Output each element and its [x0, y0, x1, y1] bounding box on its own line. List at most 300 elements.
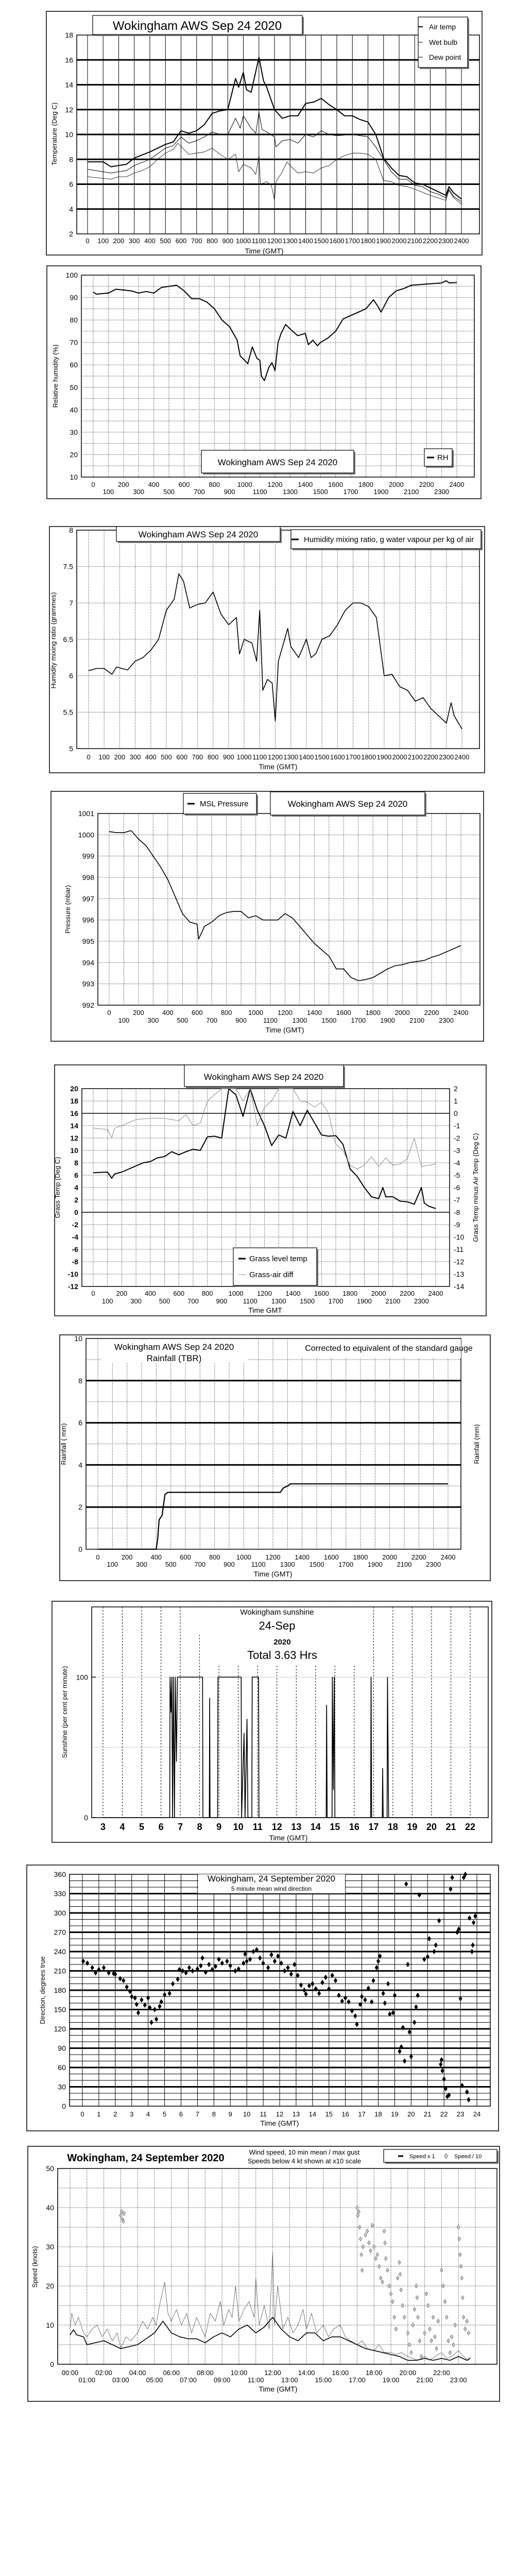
title-box: [116, 527, 282, 543]
y-tick-label: 0: [50, 2360, 54, 2368]
x-tick-label: 01:00: [78, 2376, 96, 2384]
x-tick-label: 700: [187, 1297, 199, 1305]
x-tick-label: 500: [161, 753, 172, 761]
x-tick-label: 2400: [440, 1553, 456, 1561]
plot-area: [98, 814, 480, 1005]
y-tick-label: 60: [70, 361, 78, 369]
grass-temperature-chart: [54, 1065, 486, 1316]
x-tick-label: 700: [194, 488, 205, 496]
x-tick-label: 1800: [353, 1553, 368, 1561]
x-tick-label: 500: [163, 488, 175, 496]
x-tick-label: 07:00: [180, 2376, 197, 2384]
y-tick-label: 999: [82, 852, 94, 860]
x-tick-label: 200: [117, 481, 129, 488]
x-tick-label: 1400: [285, 1290, 301, 1297]
x-tick-label: 500: [177, 1016, 188, 1024]
y-tick-label: 30: [46, 2243, 54, 2251]
y-tick-label: 10: [46, 2321, 54, 2329]
y-tick-label: 50: [46, 2164, 54, 2173]
legend-box: [384, 2149, 499, 2164]
x-tick-label: 1100: [252, 753, 267, 761]
x-tick-label: 500: [160, 237, 171, 245]
x-tick-label: 700: [206, 1016, 218, 1024]
x-tick-label: 1900: [356, 1297, 372, 1305]
y-right-tick-label: 2: [454, 1084, 458, 1093]
title-box: [201, 450, 355, 474]
x-tick-label: 100: [98, 753, 110, 761]
y-tick-label: 997: [82, 894, 94, 903]
x-tick-label: 1300: [282, 237, 298, 245]
y-right-tick-label: -2: [454, 1134, 460, 1142]
x-tick-label: 800: [209, 481, 220, 488]
x-tick-label: 1500: [313, 488, 328, 496]
x-tick-label: 16:00: [332, 2369, 349, 2377]
y-tick-label: 5: [69, 744, 73, 753]
x-tick-label: 100: [118, 1016, 130, 1024]
y-tick-label: 4: [78, 1461, 82, 1469]
x-tick-label: 2100: [397, 1561, 412, 1568]
x-tick-label: 2300: [426, 1561, 441, 1568]
legend-label: Wet bulb: [429, 38, 457, 46]
y-tick-label: -10: [67, 1270, 78, 1278]
title-box: [198, 1874, 345, 1893]
chart-title: 2020: [273, 1638, 291, 1647]
chart-title: Wokingham AWS Sep 24 2020: [114, 1342, 234, 1352]
y-right-tick-label: -4: [454, 1159, 460, 1167]
y-right-tick-label: -14: [454, 1282, 465, 1291]
chart-title: 24-Sep: [259, 1619, 296, 1632]
x-tick-label: 2100: [404, 488, 419, 496]
y-tick-label: 90: [70, 293, 78, 302]
x-tick-label: 11:00: [247, 2376, 264, 2384]
legend-label: RH: [437, 453, 449, 462]
x-tick-label: 8: [197, 1822, 202, 1832]
y-tick-label: 12: [70, 1134, 78, 1142]
y-right-tick-label: -8: [454, 1208, 460, 1216]
x-tick-label: 1700: [338, 1561, 354, 1568]
legend-label: MSL Pressure: [200, 800, 249, 808]
x-tick-label: 2200: [423, 753, 439, 761]
x-tick-label: 1400: [306, 1009, 322, 1016]
y-tick-label: 0: [84, 1814, 88, 1822]
y-tick-label: -2: [72, 1221, 78, 1229]
x-tick-label: 600: [175, 237, 187, 245]
x-tick-label: 1900: [376, 753, 392, 761]
x-tick-label: 300: [129, 753, 141, 761]
relative-humidity-chart: [47, 266, 481, 499]
x-tick-label: 1200: [268, 753, 283, 761]
wind-speed-chart: [28, 2146, 500, 2401]
x-tick-label: 17:00: [349, 2376, 366, 2384]
x-axis-title: Time GMT: [248, 1306, 282, 1314]
x-tick-label: 400: [144, 1290, 156, 1297]
chart-title: Wokingham AWS Sep 24 2020: [287, 799, 408, 809]
x-tick-label: 1300: [280, 1561, 295, 1568]
x-tick-label: 2200: [411, 1553, 426, 1561]
x-tick-label: 1600: [314, 1290, 329, 1297]
x-tick-label: 2000: [388, 481, 404, 488]
x-tick-label: 1700: [343, 488, 358, 496]
chart-title: Wokingham sunshine: [240, 1608, 314, 1617]
y-tick-label: 14: [65, 80, 73, 89]
x-tick-label: 23:00: [450, 2376, 467, 2384]
legend-box: [183, 793, 258, 816]
x-tick-label: 10: [243, 2110, 251, 2118]
x-tick-label: 800: [207, 237, 218, 245]
x-tick-label: 19: [407, 1822, 418, 1832]
x-tick-label: 1000: [236, 237, 251, 245]
y-tick-label: 360: [54, 1870, 66, 1878]
y-tick-label: 4: [74, 1183, 78, 1192]
x-tick-label: 200: [114, 753, 126, 761]
y-tick-label: 10: [70, 1146, 78, 1155]
x-tick-label: 600: [180, 1553, 191, 1561]
x-tick-label: 2000: [382, 1553, 398, 1561]
title-box: [270, 792, 426, 817]
x-tick-label: 1400: [298, 237, 313, 245]
y-tick-label: 20: [70, 450, 78, 459]
x-tick-label: 1500: [321, 1016, 337, 1024]
x-tick-label: 09:00: [213, 2376, 231, 2384]
chart-title: Speeds below 4 kt shown at x10 scale: [247, 2157, 362, 2165]
y-tick-label: 18: [70, 1097, 78, 1105]
x-tick-label: 600: [191, 1009, 203, 1016]
x-tick-label: 1200: [278, 1009, 293, 1016]
x-tick-label: 2100: [385, 1297, 401, 1305]
x-tick-label: 18: [374, 2110, 382, 2118]
y-tick-label: 90: [58, 2044, 66, 2053]
legend-label: Speed / 10: [454, 2154, 482, 2160]
x-tick-label: 22: [465, 1822, 476, 1832]
x-tick-label: 200: [113, 237, 125, 245]
box-background: [233, 1248, 317, 1285]
x-tick-label: 2400: [453, 1009, 469, 1016]
x-tick-label: 17: [358, 2110, 366, 2118]
x-tick-label: 900: [235, 1016, 247, 1024]
x-tick-label: 900: [224, 488, 235, 496]
x-tick-label: 8: [212, 2110, 216, 2118]
x-tick-label: 11: [252, 1822, 263, 1832]
x-tick-label: 200: [116, 1290, 128, 1297]
legend-label: Humidity mixing ratio, g water vapour per kg of air: [304, 535, 474, 544]
x-tick-label: 10: [233, 1822, 244, 1832]
x-tick-label: 0: [87, 753, 91, 761]
x-axis-title: Time (GMT): [265, 1026, 304, 1034]
x-tick-label: 1200: [267, 481, 283, 488]
x-tick-label: 100: [97, 237, 109, 245]
x-tick-label: 400: [145, 753, 157, 761]
x-tick-label: 19: [391, 2110, 399, 2118]
x-tick-label: 300: [147, 1016, 159, 1024]
x-tick-label: 2100: [407, 753, 423, 761]
y-tick-label: 6: [69, 671, 73, 680]
x-tick-label: 1300: [292, 1016, 307, 1024]
x-tick-label: 13: [292, 2110, 300, 2118]
y-tick-label: 998: [82, 873, 94, 882]
y-right-tick-label: -7: [454, 1196, 460, 1204]
x-tick-label: 400: [144, 237, 156, 245]
x-tick-label: 2200: [423, 237, 438, 245]
y-tick-label: 30: [58, 2082, 66, 2091]
x-tick-label: 1600: [336, 1009, 351, 1016]
x-tick-label: 2400: [449, 481, 465, 488]
legend-label: Air temp: [429, 23, 456, 31]
x-tick-label: 19:00: [382, 2376, 400, 2384]
y-tick-label: 100: [76, 1673, 88, 1682]
y-right-tick-label: -9: [454, 1221, 460, 1229]
x-tick-label: 15: [325, 2110, 333, 2118]
x-tick-label: 14: [308, 2110, 317, 2118]
y-tick-label: 120: [54, 2025, 66, 2033]
y-right-axis-title: Grass Temp minus Air Temp (Deg C): [472, 1133, 479, 1242]
x-tick-label: 2100: [409, 1016, 425, 1024]
y-tick-label: 7.5: [63, 562, 73, 571]
x-tick-label: 2300: [434, 488, 450, 496]
x-axis-title: Time (GMT): [253, 1570, 293, 1578]
y-tick-label: -12: [67, 1282, 78, 1291]
x-tick-label: 400: [162, 1009, 174, 1016]
chart-title: 5 minute mean wind direction: [231, 1885, 312, 1892]
temperature-chart: [46, 11, 482, 255]
x-tick-label: 15: [330, 1822, 340, 1832]
y-tick-label: 993: [82, 979, 94, 988]
y-tick-label: 10: [70, 473, 78, 481]
y-tick-label: 70: [70, 338, 78, 347]
y-tick-label: 300: [54, 1909, 66, 1917]
title-box: [101, 1339, 248, 1363]
x-tick-label: 0: [96, 1553, 100, 1561]
legend-box: [418, 17, 469, 69]
x-tick-label: 2000: [394, 1009, 410, 1016]
y-tick-label: 30: [70, 428, 78, 436]
legend-label: Speed x 1: [409, 2154, 435, 2160]
x-tick-label: 18:00: [365, 2369, 383, 2377]
x-tick-label: 1200: [257, 1290, 272, 1297]
x-tick-label: 400: [150, 1553, 162, 1561]
x-tick-label: 1500: [314, 237, 329, 245]
x-tick-label: 2200: [424, 1009, 439, 1016]
y-tick-label: 5.5: [63, 708, 73, 717]
y-tick-label: 150: [54, 2005, 66, 2014]
legend-box: [424, 449, 454, 468]
y-tick-label: 994: [82, 958, 94, 967]
y-axis-title: Pressure (mbar): [64, 885, 72, 934]
x-tick-label: 900: [223, 753, 234, 761]
y-tick-label: 1001: [78, 809, 94, 818]
x-tick-label: 12: [276, 2110, 284, 2118]
x-tick-label: 22: [440, 2110, 448, 2118]
legend-label: Dew point: [429, 53, 461, 61]
x-tick-label: 1700: [346, 753, 361, 761]
x-tick-label: 1200: [267, 237, 282, 245]
title-box: [200, 1634, 355, 1665]
x-tick-label: 1100: [251, 1561, 266, 1568]
x-tick-label: 1700: [328, 1297, 344, 1305]
x-tick-label: 1000: [237, 481, 252, 488]
x-axis-title: Time (GMT): [245, 247, 284, 255]
x-tick-label: 06:00: [163, 2369, 180, 2377]
y-tick-label: 18: [65, 31, 73, 39]
x-tick-label: 800: [209, 1553, 220, 1561]
x-tick-label: 21:00: [416, 2376, 433, 2384]
y-tick-label: 40: [46, 2204, 54, 2212]
x-tick-label: 16: [349, 1822, 359, 1832]
x-tick-label: 2200: [419, 481, 434, 488]
x-tick-label: 500: [165, 1561, 177, 1568]
y-right-tick-label: -10: [454, 1233, 465, 1241]
x-tick-label: 2100: [407, 237, 422, 245]
y-tick-label: 330: [54, 1889, 66, 1898]
y-tick-label: 0: [74, 1208, 78, 1216]
y-tick-label: 6: [69, 180, 73, 189]
y-tick-label: 0: [62, 2102, 66, 2110]
y-tick-label: 6.5: [63, 635, 73, 643]
x-tick-label: 1800: [365, 1009, 381, 1016]
x-tick-label: 2400: [454, 753, 470, 761]
y-tick-label: 16: [65, 56, 73, 64]
y-tick-label: 8: [74, 1159, 78, 1167]
y-tick-label: 2: [74, 1196, 78, 1204]
x-tick-label: 1500: [309, 1561, 324, 1568]
x-tick-label: 4: [119, 1822, 125, 1832]
y-right-tick-label: 1: [454, 1097, 458, 1105]
x-tick-label: 1: [97, 2110, 101, 2118]
y-right-tick-label: -6: [454, 1183, 460, 1192]
x-tick-label: 1000: [236, 753, 252, 761]
chart-title: Wokingham AWS Sep 24 2020: [217, 457, 338, 467]
x-tick-label: 12:00: [264, 2369, 281, 2377]
mixing-ratio-chart: [49, 526, 485, 773]
x-tick-label: 2000: [371, 1290, 386, 1297]
x-tick-label: 1100: [263, 1016, 278, 1024]
legend-label: Grass-air diff: [249, 1270, 294, 1279]
y-tick-label: 50: [70, 383, 78, 392]
x-tick-label: 200: [133, 1009, 144, 1016]
x-tick-label: 1800: [358, 481, 373, 488]
x-tick-label: 1800: [360, 237, 375, 245]
y-tick-label: 12: [65, 105, 73, 114]
x-tick-label: 7: [178, 1822, 183, 1832]
x-tick-label: 1600: [330, 753, 345, 761]
x-tick-label: 10:00: [230, 2369, 248, 2377]
chart-title: Wokingham AWS Sep 24 2020: [203, 1072, 324, 1082]
x-axis-title: Time (GMT): [259, 762, 298, 771]
x-tick-label: 0: [85, 237, 90, 245]
y-tick-label: 20: [46, 2282, 54, 2290]
x-tick-label: 1400: [295, 1553, 310, 1561]
y-axis-title: Rainfall ( mm): [60, 1423, 67, 1465]
chart-title: Wokingham AWS Sep 24 2020: [138, 530, 259, 539]
x-tick-label: 11: [260, 2110, 267, 2118]
x-tick-label: 1100: [251, 237, 266, 245]
x-tick-label: 800: [220, 1009, 232, 1016]
x-tick-label: 1100: [243, 1297, 258, 1305]
x-tick-label: 100: [101, 1297, 113, 1305]
y-tick-label: 20: [70, 1084, 78, 1093]
x-tick-label: 600: [173, 1290, 185, 1297]
x-tick-label: 18: [387, 1822, 398, 1832]
chart-title: Rainfall (TBR): [146, 1353, 202, 1363]
y-axis-title: Grass Temp (Deg C): [54, 1157, 61, 1218]
x-tick-label: 13: [291, 1822, 302, 1832]
x-tick-label: 14: [310, 1822, 321, 1832]
y-right-tick-label: 0: [454, 1109, 458, 1117]
x-tick-label: 1000: [248, 1009, 264, 1016]
x-tick-label: 2300: [439, 1016, 454, 1024]
x-tick-label: 100: [107, 1561, 118, 1568]
y-tick-label: 16: [70, 1109, 78, 1117]
x-tick-label: 23: [456, 2110, 465, 2118]
x-tick-label: 08:00: [197, 2369, 214, 2377]
x-tick-label: 1400: [298, 481, 313, 488]
y-tick-label: 8: [78, 1376, 82, 1385]
chart-title: Wind speed, 10 min mean / max gust: [249, 2148, 360, 2156]
y-right-tick-label: -3: [454, 1146, 460, 1155]
x-tick-label: 20:00: [399, 2369, 417, 2377]
chart-title: Corrected to equivalent of the standard gauge: [305, 1344, 473, 1353]
x-tick-label: 700: [191, 237, 202, 245]
y-tick-label: 8: [69, 155, 73, 164]
y-axis-title: Relative humidity (%): [52, 344, 59, 408]
x-tick-label: 1600: [323, 1553, 339, 1561]
y-right-tick-label: -11: [454, 1245, 464, 1253]
y-tick-label: -8: [72, 1258, 78, 1266]
x-tick-label: 00:00: [61, 2369, 79, 2377]
y-tick-label: 2: [78, 1503, 82, 1512]
x-tick-label: 9: [228, 2110, 232, 2118]
x-tick-label: 13:00: [281, 2376, 298, 2384]
rainfall-chart: [60, 1334, 490, 1581]
y-tick-label: 80: [70, 316, 78, 325]
x-tick-label: 0: [91, 481, 95, 488]
x-tick-label: 700: [192, 753, 203, 761]
x-tick-label: 05:00: [146, 2376, 163, 2384]
y-tick-label: 60: [58, 2063, 66, 2072]
y-tick-label: 8: [69, 526, 73, 534]
x-tick-label: 200: [121, 1553, 133, 1561]
x-tick-label: 1300: [282, 488, 298, 496]
x-tick-label: 22:00: [433, 2369, 450, 2377]
x-tick-label: 1100: [252, 488, 267, 496]
x-tick-label: 5: [162, 2110, 167, 2118]
y-right-tick-label: -13: [454, 1270, 465, 1278]
x-tick-label: 21: [445, 1822, 456, 1832]
chart-title: Wokingham, 24 September 2020: [67, 2153, 225, 2164]
x-tick-label: 1500: [314, 753, 330, 761]
x-tick-label: 02:00: [95, 2369, 112, 2377]
y-tick-label: 992: [82, 1001, 94, 1009]
x-tick-label: 20: [426, 1822, 437, 1832]
x-tick-label: 900: [222, 237, 234, 245]
y-tick-label: 995: [82, 937, 94, 945]
x-tick-label: 1900: [367, 1561, 383, 1568]
x-tick-label: 14:00: [298, 2369, 315, 2377]
x-tick-label: 1600: [329, 237, 345, 245]
y-right-tick-label: -12: [454, 1258, 465, 1266]
x-tick-label: 1000: [228, 1290, 244, 1297]
y-tick-label: 4: [69, 205, 73, 213]
y-tick-label: 6: [78, 1418, 82, 1427]
x-tick-label: 04:00: [129, 2369, 146, 2377]
y-tick-label: 100: [65, 271, 78, 279]
x-tick-label: 1900: [376, 237, 391, 245]
y-tick-label: 7: [69, 599, 73, 607]
y-tick-label: 210: [54, 1967, 66, 1975]
x-tick-label: 600: [178, 481, 190, 488]
x-axis-title: Time (GMT): [260, 2119, 299, 2127]
x-tick-label: 6: [179, 2110, 183, 2118]
x-tick-label: 900: [216, 1297, 228, 1305]
